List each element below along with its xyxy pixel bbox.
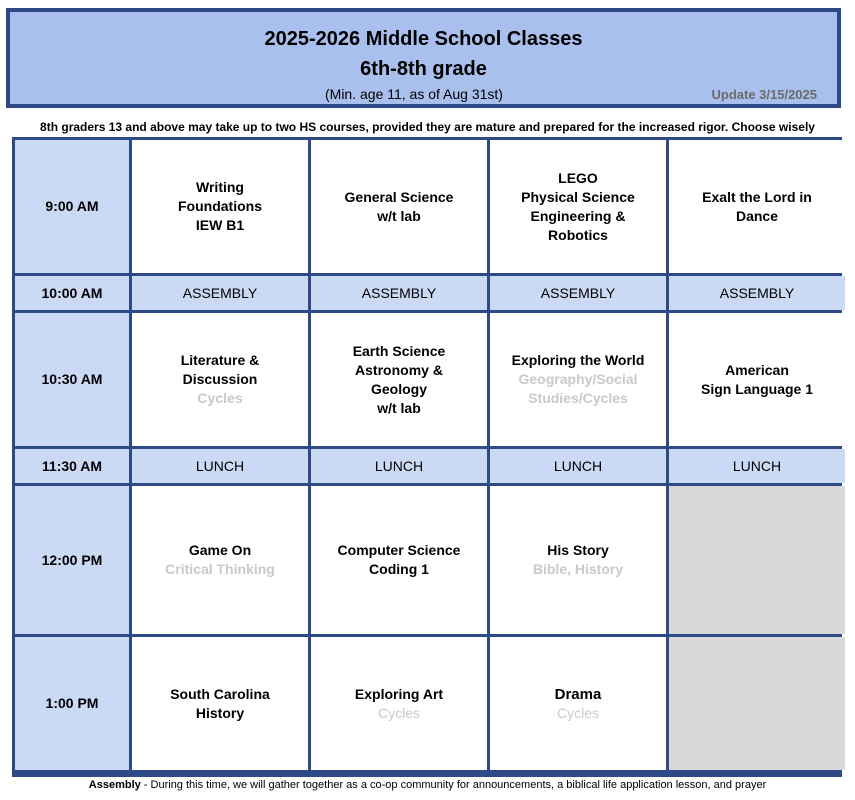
footer-text: - During this time, we will gather together as a co-op community for announcements, a biblical life application lesson, and prayer [140,779,767,791]
class-cell [311,637,487,770]
lunch-cell: LUNCH [132,449,308,483]
class-title: Drama [554,685,602,703]
class-subtitle: Cycles [197,390,243,406]
class-cell [311,486,487,634]
class-cell [311,313,487,446]
class-subtitle: Critical Thinking [165,561,275,577]
class-cell [132,313,308,446]
lunch-cell: LUNCH [490,449,666,483]
time-slot: 10:00 AM [15,276,129,310]
assembly-cell: ASSEMBLY [132,276,308,310]
class-title: General Science w/t lab [344,188,454,224]
class-title: Computer Science Coding 1 [337,542,461,577]
class-subtitle: Bible, History [532,561,624,577]
empty-cell [669,637,845,770]
update-date: Update 3/15/2025 [711,87,817,102]
class-title: Literature & Discussion [180,352,260,387]
class-title: LEGO Physical Science Engineering & Robotics [521,169,635,243]
class-title: South Carolina History [170,685,270,721]
time-slot: 1:00 PM [15,637,129,770]
footer-note [0,779,855,791]
class-title: Writing Foundations IEW B1 [178,179,262,233]
class-subtitle: Geography/Social Studies/Cycles [518,371,638,406]
class-cell [490,637,666,770]
age-note: (Min. age 11, as of Aug 31st) [325,86,503,102]
footer-label: Assembly [88,779,141,791]
lunch-cell: LUNCH [311,449,487,483]
class-title: Exalt the Lord in Dance [702,188,812,224]
page-title: 2025-2026 Middle School Classes [264,28,583,50]
class-title: Exploring Art [354,685,444,702]
assembly-cell: ASSEMBLY [311,276,487,310]
hs-course-notice: 8th graders 13 and above may take up to two HS courses, provided they are mature and prepared for the increased rigor. Choose wisely [40,120,815,134]
class-title: Earth Science Astronomy & Geology w/t lab [352,342,446,416]
header-banner [6,8,841,108]
class-title: Game On [188,542,252,558]
assembly-cell: ASSEMBLY [490,276,666,310]
class-cell [669,140,845,273]
time-slot: 11:30 AM [15,449,129,483]
page-subtitle: 6th-8th grade [360,58,487,80]
class-cell [490,486,666,634]
class-title: American Sign Language 1 [700,361,813,397]
time-slot: 10:30 AM [15,313,129,446]
class-cell [669,313,845,446]
class-cell [490,313,666,446]
class-subtitle: Cycles [556,704,599,721]
time-slot: 12:00 PM [15,486,129,634]
class-title: Exploring the World [511,352,645,368]
class-cell [311,140,487,273]
class-cell [132,637,308,770]
lunch-cell: LUNCH [669,449,845,483]
schedule-grid [12,137,842,777]
time-slot: 9:00 AM [15,140,129,273]
class-cell [490,140,666,273]
assembly-cell: ASSEMBLY [669,276,845,310]
class-cell [132,140,308,273]
class-cell [132,486,308,634]
empty-cell [669,486,845,634]
class-title: His Story [547,542,609,558]
class-subtitle: Cycles [377,704,420,721]
